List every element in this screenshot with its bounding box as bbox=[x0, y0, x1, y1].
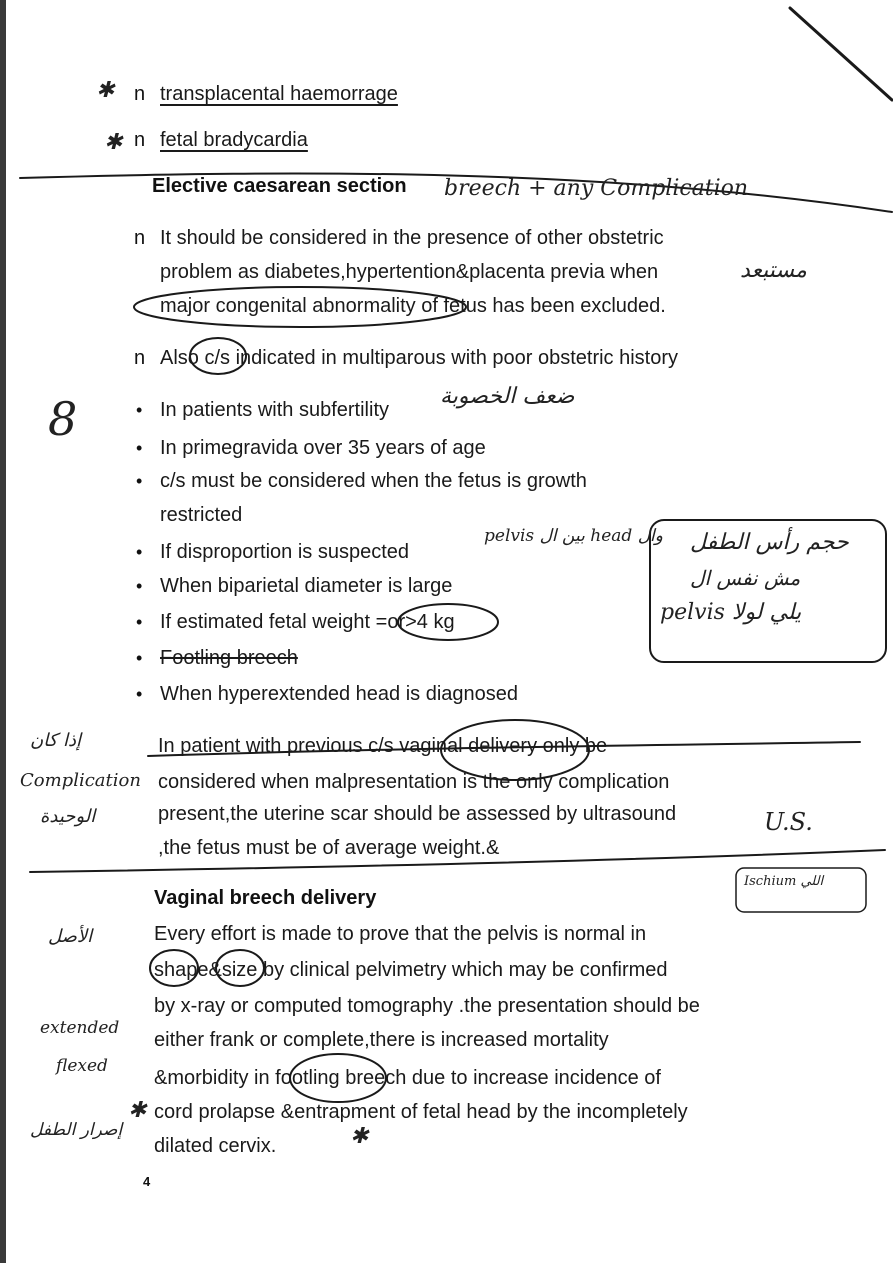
bullet-dot: • bbox=[136, 648, 143, 668]
bullet-line: When hyperextended head is diagnosed bbox=[160, 683, 519, 705]
arabic-note: إذا كان bbox=[30, 730, 82, 751]
arabic-note: مستبعد bbox=[740, 258, 807, 283]
paragraph-line: dilated cervix. bbox=[154, 1135, 277, 1157]
paragraph-line: considered when malpresentation is the only complication bbox=[158, 771, 670, 793]
bullet-line: If estimated fetal weight =or>4 kg bbox=[160, 611, 455, 633]
bullet-dot: • bbox=[136, 438, 143, 458]
handwritten-note: U.S. bbox=[764, 808, 813, 836]
paragraph-line: present,the uterine scar should be assessed by ultrasound bbox=[158, 803, 677, 825]
asterisk-mark: ✱ bbox=[350, 1124, 369, 1149]
bullet-dot: • bbox=[136, 612, 143, 632]
section-heading: Vaginal breech delivery bbox=[154, 887, 377, 909]
bullet-line-cont: restricted bbox=[160, 504, 243, 526]
paragraph-line: &morbidity in footling breech due to increase incidence of bbox=[154, 1067, 661, 1089]
paragraph-line: shape&size by clinical pelvimetry which may be confirmed bbox=[154, 959, 668, 981]
bullet-dot: • bbox=[136, 542, 143, 562]
paragraph-line: Also c/s indicated in multiparous with poor obstetric history bbox=[160, 347, 679, 369]
section-heading: Elective caesarean section bbox=[152, 175, 407, 197]
handwritten-note: flexed bbox=[56, 1056, 108, 1076]
asterisk-mark: ✱ bbox=[104, 130, 123, 155]
item-marker: n bbox=[134, 129, 146, 151]
handwritten-number: 8 bbox=[48, 392, 78, 446]
arabic-note: الوحيدة bbox=[40, 806, 96, 827]
bullet-line: c/s must be considered when the fetus is growth bbox=[160, 470, 587, 492]
arabic-note: ضعف الخصوبة bbox=[440, 384, 575, 409]
handwritten-note: Complication bbox=[20, 770, 141, 791]
bullet-line: Footling breech bbox=[160, 647, 298, 669]
bullet-line: If disproportion is suspected bbox=[160, 541, 410, 563]
arabic-note: pelvis يلي لولا bbox=[660, 600, 802, 625]
page-number: 4 bbox=[143, 1174, 151, 1189]
paragraph-line: In patient with previous c/s vaginal delivery only be bbox=[158, 735, 608, 757]
handwritten-note: breech + any Complication bbox=[444, 176, 749, 201]
handwritten-note: pelvis بين ال head وال bbox=[484, 526, 663, 546]
corner-stroke bbox=[790, 8, 892, 100]
paragraph-line: ,the fetus must be of average weight.& bbox=[158, 837, 500, 859]
bullet-line: In patients with subfertility bbox=[160, 399, 389, 421]
arabic-note: إصرار الطفل bbox=[30, 1120, 123, 1140]
handwritten-note: extended bbox=[40, 1018, 120, 1038]
paragraph-line: major congenital abnormality of fetus has been excluded. bbox=[160, 295, 666, 317]
item-marker: n bbox=[134, 227, 146, 249]
paragraph-line: problem as diabetes,hypertention&placenta previa when bbox=[160, 261, 659, 283]
top-item-2: fetal bradycardia bbox=[160, 129, 308, 151]
top-item-1: transplacental haemorrage bbox=[160, 83, 398, 105]
paragraph-line: either frank or complete,there is increased mortality bbox=[154, 1029, 609, 1051]
asterisk-mark: ✱ bbox=[96, 78, 115, 103]
item-marker: n bbox=[134, 347, 146, 369]
arabic-note: الأصل bbox=[48, 926, 93, 947]
bullet-dot: • bbox=[136, 684, 143, 704]
handwritten-note: Ischium اللي bbox=[744, 874, 824, 889]
arabic-note: مش نفس ال bbox=[690, 566, 801, 590]
item-marker: n bbox=[134, 83, 146, 105]
paragraph-line: It should be considered in the presence of other obstetric bbox=[160, 227, 664, 249]
paragraph-line: Every effort is made to prove that the pelvis is normal in bbox=[154, 923, 647, 945]
bullet-line: In primegravida over 35 years of age bbox=[160, 437, 486, 459]
paragraph-line: cord prolapse &entrapment of fetal head by the incompletely bbox=[154, 1101, 688, 1123]
bullet-dot: • bbox=[136, 400, 143, 420]
bullet-dot: • bbox=[136, 576, 143, 596]
arabic-note: حجم رأس الطفل bbox=[690, 530, 849, 555]
bullet-line: When biparietal diameter is large bbox=[160, 575, 453, 597]
asterisk-mark: ✱ bbox=[128, 1098, 147, 1123]
paragraph-line: by x-ray or computed tomography .the presentation should be bbox=[154, 995, 700, 1017]
bullet-dot: • bbox=[136, 471, 143, 491]
